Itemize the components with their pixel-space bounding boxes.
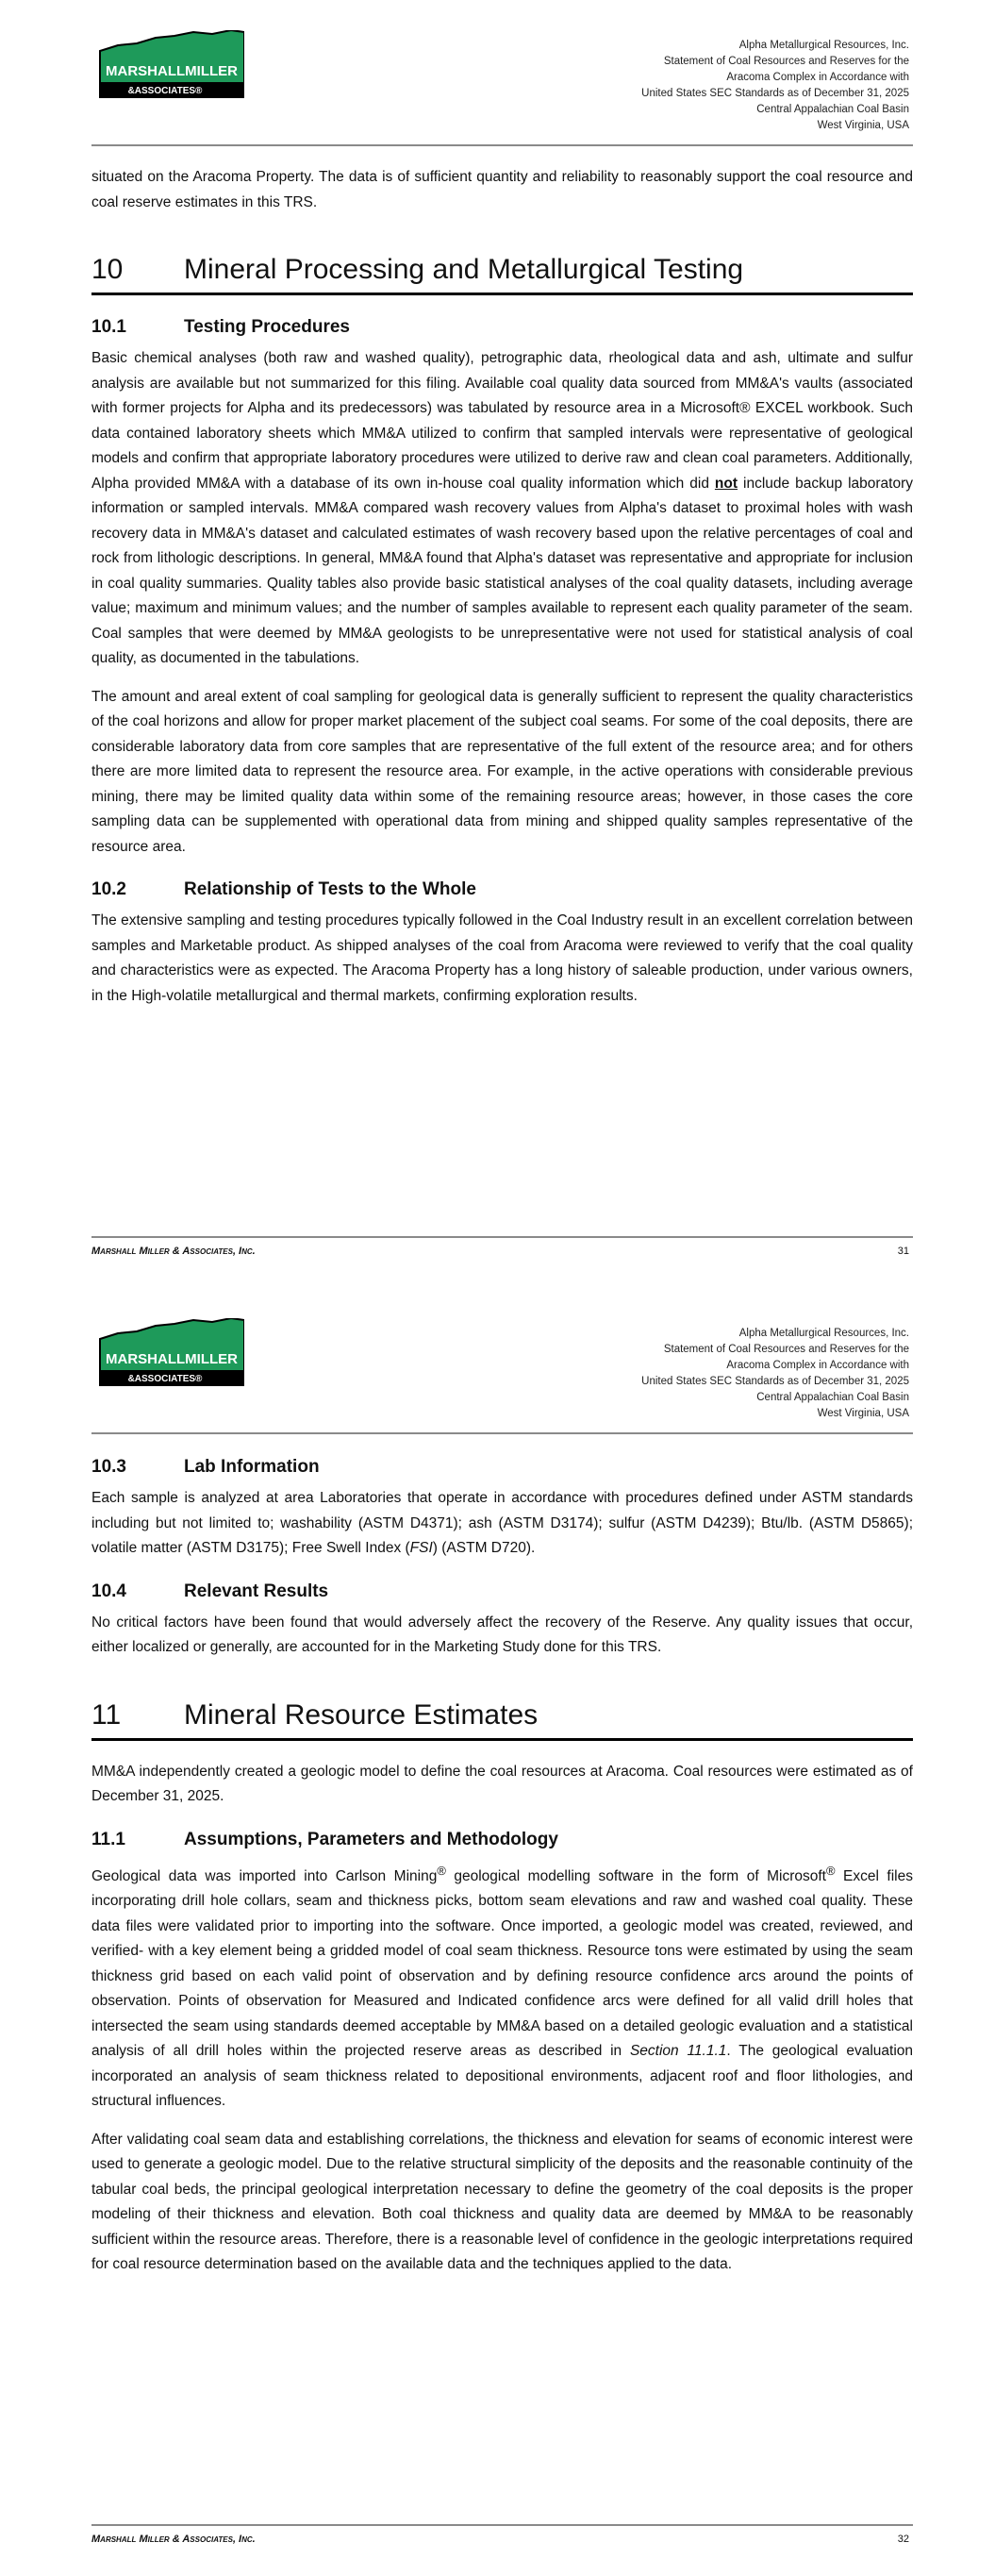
header-line: Aracoma Complex in Accordance with — [726, 1360, 909, 1371]
text: Basic chemical analyses (both raw and washed quality), petrographic data, rheological data and ash, ultimate and sulfur analysis are available but not summarized for this filing. Available coal quality data sourced from MM&A's vaults (associated with former projects for Alpha and its predecessors) was tabulated by resource area in a Microsoft® EXCEL workbook. Such data contained laboratory sheets which MM&A utilized to confirm that sampled intervals were representative of geological models and confirm that appropriate laboratory procedures were utilized to derive raw and clean coal parameters. Additionally, Alpha provided MM&A with a database of its own in-house coal quality information which did — [91, 350, 913, 492]
section-title: Mineral Processing and Metallurgical Testing — [184, 254, 744, 285]
header-line: West Virginia, USA — [817, 120, 909, 131]
subsection-number: 10.4 — [91, 1581, 126, 1601]
paragraph: situated on the Aracoma Property. The data is of sufficient quantity and reliability to reasonably support the coal resource and coal reserve estimates in this TRS. — [91, 169, 913, 210]
footer-company: Marshall Miller & Associates, Inc. — [91, 1246, 256, 1257]
registered-mark: ® — [826, 1863, 836, 1878]
paragraph: The extensive sampling and testing procedures typically followed in the Coal Industry result in an excellent correlation between samples and Marketable product. As shipped analyses of the coal from Aracoma were reviewed to verify that the coal quality and characteristics were as expected. The Aracoma Property has a long history of saleable production, under various owners, in the High-volatile metallurgical and thermal markets, confirming exploration results. — [91, 912, 913, 1004]
page-header — [91, 1316, 913, 1434]
paragraph: No critical factors have been found that would adversely affect the recovery of the Reserve. Any quality issues that occur, either localized or generally, are accounted for in the Marketing Study done for this TRS. — [91, 1614, 913, 1655]
svg-text:MARSHALLMILLER: MARSHALLMILLER — [106, 1351, 238, 1367]
header-line: United States SEC Standards as of December 31, 2025 — [641, 1376, 909, 1387]
header-info — [641, 38, 909, 134]
section-number: 11 — [91, 1698, 122, 1731]
text: ) (ASTM D720). — [432, 1540, 536, 1556]
subsection-heading — [91, 1827, 913, 1853]
page-body — [91, 165, 913, 1022]
text: geological modelling software in the form of Microsoft — [445, 1867, 826, 1884]
page-footer — [91, 1236, 913, 1257]
header-line: Statement of Coal Resources and Reserves for the — [663, 1344, 909, 1355]
text: Each sample is analyzed at area Laboratories that operate in accordance with procedures defined under ASTM standards including but not limited to; washability (ASTM D4371); ash (ASTM D3174); sulfur (ASTM D4239); Btu/lb. (ASTM D5865); volatile matter (ASTM D3175); Free Swell Index ( — [91, 1490, 913, 1556]
subsection-number: 10.2 — [91, 879, 126, 899]
svg-text:MARSHALLMILLER: MARSHALLMILLER — [106, 63, 238, 79]
text: include backup laboratory information or sampled intervals. MM&A compared wash recovery values from Alpha's dataset to proximal holes with wash recovery data in MM&A's dataset and calculated estimates of wash recovery based upon the relative percentages of coal and rock from lithologic descriptions. In general, MM&A found that Alpha's dataset was representative and appropriate for inclusion in coal quality summaries. Quality tables also provide basic statistical analyses of the coal quality datasets, including average value; maximum and minimum values; and the number of samples available to represent each quality parameter of the seam. Coal samples that were deemed by MM&A geologists to be unrepresentative were not used for statistical analysis of coal quality, as documented in the tabulations. — [91, 475, 913, 666]
subsection-heading — [91, 1579, 913, 1605]
page-number: 31 — [897, 1246, 909, 1257]
company-logo — [99, 1318, 244, 1386]
section-reference: Section 11.1.1 — [629, 2043, 727, 2060]
header-line: United States SEC Standards as of December 31, 2025 — [641, 88, 909, 99]
subsection-title: Lab Information — [184, 1457, 320, 1477]
section-heading — [91, 1697, 913, 1741]
subsection-number: 10.1 — [91, 317, 126, 337]
svg-text:&ASSOCIATES®: &ASSOCIATES® — [127, 1374, 203, 1384]
page-number: 32 — [897, 2534, 909, 2545]
page-body — [91, 1450, 913, 2291]
header-line: Alpha Metallurgical Resources, Inc. — [738, 1328, 909, 1339]
text: . The geological evaluation incorporated an analysis of seam thickness related to depositional environments, adjacent roof and floor lithologies, and structural influences. — [91, 2043, 914, 2110]
section-number: 10 — [91, 254, 124, 285]
subsection-number: 11.1 — [91, 1829, 125, 1849]
text: Geological data was imported into Carlson Mining — [91, 1867, 438, 1884]
page-32 — [0, 1288, 995, 2576]
section-title: Mineral Resource Estimates — [184, 1698, 539, 1731]
emphasis: FSI — [409, 1540, 433, 1556]
header-line: West Virginia, USA — [817, 1408, 909, 1419]
page-header — [91, 28, 913, 146]
subsection-title: Testing Procedures — [184, 317, 350, 337]
paragraph: After validating coal seam data and establishing correlations, the thickness and elevation for seams of economic interest were used to generate a geologic model. Due to the relative structural simplicity of the deposits and the reasonable continuity of the tabular coal beds, the principal geological interpretation necessary to define the geometry of the coal deposits is the proper modeling of their thickness and elevation. Both coal thickness and quality data are deemed by MM&A to be reasonably sufficient within the resource areas. Therefore, there is a reasonable level of confidence in the geologic interpretations required for coal resource determination based on the available data and the techniques applied to the data. — [91, 2131, 913, 2273]
paragraph — [91, 1859, 913, 2115]
subsection-heading — [91, 877, 913, 903]
paragraph: MM&A independently created a geologic model to define the coal resources at Aracoma. Coal resources were estimated as of December 31, 2025. — [91, 1763, 913, 1804]
paragraph: The amount and areal extent of coal sampling for geological data is generally sufficient to represent the quality characteristics of the coal horizons and allow for proper market placement of the subject coal seams. For some of the coal deposits, there are considerable laboratory data from core samples that are representative of the full extent of the resource area; and for others there are more limited data to represent the resource area. For example, in the active operations with considerable previous mining, there may be limited quality data within some of the remaining resource areas; however, in those cases the core sampling data can be supplemented with operational data from mining and shipped quality samples representative of the resource area. — [91, 688, 913, 855]
paragraph — [91, 1486, 913, 1562]
subsection-heading — [91, 314, 913, 341]
registered-mark: ® — [437, 1863, 446, 1878]
subsection-number: 10.3 — [91, 1457, 126, 1477]
header-line: Central Appalachian Coal Basin — [756, 104, 909, 115]
section-heading — [91, 251, 913, 295]
header-line: Aracoma Complex in Accordance with — [726, 72, 909, 83]
header-line: Statement of Coal Resources and Reserves for the — [663, 56, 909, 67]
header-line: Central Appalachian Coal Basin — [756, 1392, 909, 1403]
subsection-heading — [91, 1454, 913, 1480]
subsection-title: Relationship of Tests to the Whole — [184, 879, 476, 899]
text: Excel files incorporating drill hole collars, seam and thickness picks, bottom seam elevations and raw and washed coal quality. These data files were validated prior to importing into the software. Once imported, a geologic model was created, reviewed, and verified- with a key element being a gridded model of coal seam thickness. Resource tons were estimated by using the seam thickness grid based on each valid point of observation and by defining resource confidence arcs around the points of observation. Points of observation for Measured and Indicated confidence arcs were defined for all valid drill holes that intersected the seam using standards deemed acceptable by MM&A based on a detailed geologic evaluation and a statistical analysis of all drill holes within the projected reserve areas as described in — [91, 1867, 913, 2060]
footer-company: Marshall Miller & Associates, Inc. — [91, 2534, 256, 2545]
subsection-title: Relevant Results — [184, 1581, 329, 1601]
svg-text:&ASSOCIATES®: &ASSOCIATES® — [127, 86, 203, 96]
emphasis: not — [714, 475, 738, 492]
header-info — [641, 1326, 909, 1422]
subsection-title: Assumptions, Parameters and Methodology — [184, 1829, 558, 1849]
page-footer — [91, 2524, 913, 2545]
paragraph — [91, 346, 913, 672]
company-logo — [99, 30, 244, 98]
header-line: Alpha Metallurgical Resources, Inc. — [738, 40, 909, 51]
